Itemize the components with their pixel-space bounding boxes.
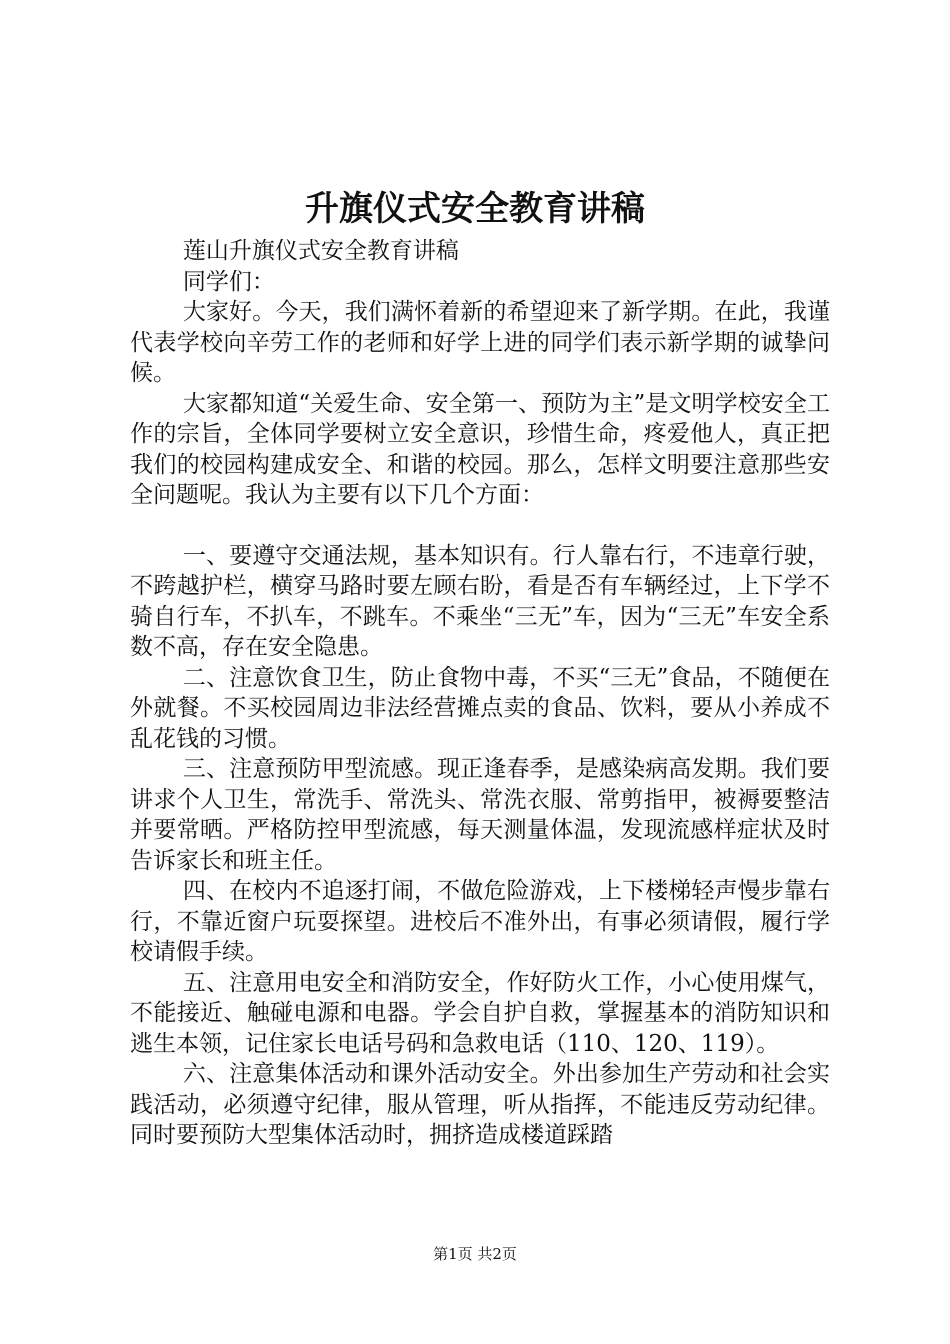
fire-electric-safety-paragraph: 五、注意用电安全和消防安全，作好防火工作，小心使用煤气，不能接近、触碰电源和电器。学会自护自救，掌握基本的消防知识和逃生本领，记住家长电话号码和急救电话（110、120、119）。 xyxy=(130,969,830,1057)
subtitle-paragraph: 莲山升旗仪式安全教育讲稿 xyxy=(182,238,459,264)
campus-behavior-paragraph: 四、在校内不追逐打闹，不做危险游戏，上下楼梯轻声慢步靠右行，不靠近窗户玩耍探望。进校后不准外出，有事必须请假，履行学校请假手续。 xyxy=(130,878,830,965)
purpose-paragraph: 大家都知道“关爱生命、安全第一、预防为主”是文明学校安全工作的宗旨，全体同学要树立安全意识，珍惜生命，疼爱他人，真正把我们的校园构建成安全、和谐的校园。那么，怎样文明要注意那些安全问题呢。我认为主要有以下几个方面： xyxy=(130,390,830,508)
greeting-paragraph: 同学们： xyxy=(182,268,275,295)
page-number-footer: 第1页 共2页 xyxy=(433,1245,517,1263)
intro-paragraph: 大家好。今天，我们满怀着新的希望迎来了新学期。在此，我谨代表学校向辛劳工作的老师和好学上进的同学们表示新学期的诚挚问候。 xyxy=(130,299,830,386)
document-body xyxy=(130,236,830,1151)
traffic-safety-paragraph: 一、要遵守交通法规，基本知识有。行人靠右行，不违章行驶，不跨越护栏，横穿马路时要左顾右盼，看是否有车辆经过，上下学不骑自行车，不扒车，不跳车。不乘坐“三无”车，因为“三无”车安全系数不高，存在安全隐患。 xyxy=(130,542,830,660)
flu-prevention-paragraph: 三、注意预防甲型流感。现正逢春季，是感染病高发期。我们要讲求个人卫生，常洗手、常洗头、常洗衣服、常剪指甲，被褥要整洁并要常晒。严格防控甲型流感，每天测量体温，发现流感样症状及时告诉家长和班主任。 xyxy=(130,756,830,874)
group-activity-paragraph: 六、注意集体活动和课外活动安全。外出参加生产劳动和社会实践活动，必须遵守纪律，服从管理，听从指挥，不能违反劳动纪律。同时要预防大型集体活动时，拥挤造成楼道踩踏 xyxy=(130,1061,830,1148)
document-title: 升旗仪式安全教育讲稿 xyxy=(305,189,645,229)
food-safety-paragraph: 二、注意饮食卫生，防止食物中毒，不买“三无”食品，不随便在外就餐。不买校园周边非法经营摊点卖的食品、饮料，要从小养成不乱花钱的习惯。 xyxy=(130,664,830,752)
